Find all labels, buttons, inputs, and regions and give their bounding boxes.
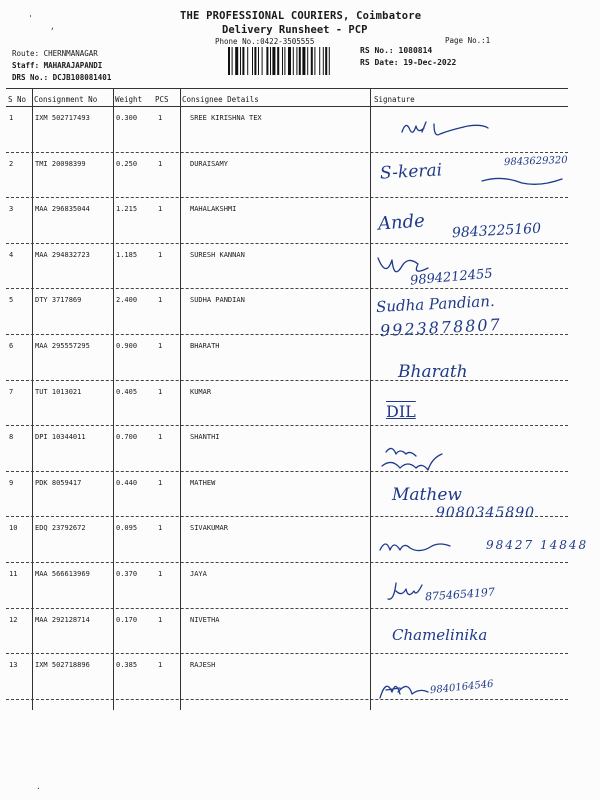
row-weight: 1.215 [116,205,138,214]
phone-number: Phone No.:0422-3505555 [215,37,315,46]
row-divider [6,425,568,426]
row-divider [6,288,568,289]
row-pcs: 1 [158,661,163,670]
row-weight: 0.170 [116,615,138,624]
barcode-bar [252,47,253,75]
row-weight: 1.185 [116,250,138,259]
row-pcs: 1 [158,433,163,442]
row-consignee: MAHALAKSHMI [190,205,237,214]
row-consignment-no: DTY 3717869 [35,296,82,305]
barcode [228,47,356,75]
barcode-bar [307,47,308,75]
signature-5: Sudha Pandian. [375,291,496,317]
barcode-bar [311,47,313,75]
row-consignee: BHARATH [190,342,220,350]
row-divider [6,152,568,153]
rs-date: RS Date: 19-Dec-2022 [360,58,457,67]
row-consignment-no: MAA 295557295 [35,342,90,350]
row-weight: 0.300 [116,114,138,122]
stray-mark: · [36,784,41,793]
column-header-pcs: PCS [155,95,169,104]
barcode-bar [284,47,285,75]
row-consignment-no: MAA 566613969 [35,570,90,578]
signature-10 [372,530,462,564]
row-consignment-no: MAA 294832723 [35,250,90,259]
row-consignee: SUDHA PANDIAN [190,296,245,305]
row-weight: 0.370 [116,570,138,578]
signature-2-flourish [372,165,572,195]
row-sno: 9 [9,478,14,487]
barcode-bar [270,47,271,75]
row-divider [6,380,568,381]
barcode-bar [262,47,263,75]
row-sno: 6 [9,342,14,350]
barcode-bar [272,47,275,75]
row-pcs: 1 [158,342,163,350]
column-rule [180,88,181,710]
barcode-bar [277,47,279,75]
barcode-bar [299,47,301,75]
barcode-bar [319,47,320,75]
barcode-bar [247,47,248,75]
row-pcs: 1 [158,205,163,214]
company-title: THE PROFESSIONAL COURIERS, Coimbatore [180,10,422,22]
row-consignee: JAYA [190,570,207,578]
route-label: Route: CHERNMANAGAR [12,49,98,58]
row-weight: 0.250 [116,159,138,168]
staff-label: Staff: MAHARAJAPANDI [12,61,103,70]
barcode-bar [288,47,291,75]
row-pcs: 1 [158,159,163,168]
row-consignment-no: MAA 292128714 [35,615,90,624]
page-number: Page No.:1 [445,36,491,45]
row-consignment-no: PDK 8059417 [35,478,82,487]
row-pcs: 1 [158,250,163,259]
row-weight: 0.385 [116,661,138,670]
signature-12: Chamelinika [392,626,488,644]
row-divider [6,653,568,654]
header-top-rule [6,88,568,89]
barcode-bar [242,47,244,75]
signature-13-phone: 9840164546 [429,678,495,697]
barcode-bar [323,47,324,75]
row-weight: 2.400 [116,296,138,305]
row-consignee: SURESH KANNAN [190,250,245,259]
row-sno: 4 [9,250,14,259]
row-weight: 0.405 [116,387,138,396]
row-divider [6,243,568,244]
row-consignee: NIVETHA [190,615,220,624]
signature-2: S-kerai [379,160,443,184]
column-header-consignment: Consignment No [34,95,98,104]
row-weight: 0.900 [116,342,138,350]
row-weight: 0.700 [116,433,138,442]
row-consignment-no: TMI 20098399 [35,159,86,168]
row-consignment-no: IXM 502717493 [35,114,90,122]
column-header-consignee: Consignee Details [182,95,259,104]
row-sno: 5 [9,296,14,305]
row-consignee: SIVAKUMAR [190,524,228,533]
barcode-bar [266,47,268,75]
row-consignment-no: MAA 296835044 [35,205,90,214]
column-rule [370,88,371,710]
barcode-bar [314,47,315,75]
row-sno: 10 [9,524,18,533]
barcode-bar [258,47,259,75]
row-consignee: SREE KIRISHNA TEX [190,114,262,122]
row-consignment-no: TUT 1013021 [35,387,82,396]
signature-2-phone: 9843629320 [503,154,568,169]
column-header-weight: Weight [115,95,143,104]
signature-4-phone: 9894212455 [409,266,494,289]
row-pcs: 1 [158,570,163,578]
signature-1 [372,110,552,146]
column-header-sno: S No [8,95,27,104]
row-divider [6,197,568,198]
signature-11-phone: 8754654197 [424,585,496,604]
row-sno: 1 [9,114,14,122]
signature-9: Mathew [392,485,462,505]
barcode-bar [282,47,283,75]
row-weight: 0.440 [116,478,138,487]
row-pcs: 1 [158,114,163,122]
row-consignee: SHANTHI [190,433,220,442]
drs-number: DRS No.: DCJB108081401 [12,73,112,82]
barcode-bar [302,47,305,75]
signature-6: Bharath [398,362,468,382]
barcode-bar [240,47,241,75]
row-divider [6,562,568,563]
row-pcs: 1 [158,615,163,624]
row-sno: 12 [9,615,18,624]
signature-5-phone: 9923878807 [379,314,503,341]
row-consignee: DURAISAMY [190,159,228,168]
row-sno: 8 [9,433,14,442]
row-consignment-no: EDQ 23792672 [35,524,86,533]
row-pcs: 1 [158,296,163,305]
row-sno: 3 [9,205,14,214]
barcode-bar [296,47,297,75]
signature-9-phone: 9080345890 [436,505,536,521]
header-bottom-rule [6,106,568,107]
signature-7: DIL [386,402,416,421]
row-pcs: 1 [158,478,163,487]
row-divider [6,608,568,609]
rs-number: RS No.: 1080814 [360,46,433,55]
row-sno: 11 [9,570,18,578]
barcode-bar [325,47,327,75]
row-pcs: 1 [158,387,163,396]
stray-mark: ' [28,14,33,23]
row-sno: 13 [9,661,18,670]
row-sno: 7 [9,387,14,396]
barcode-bar [329,47,330,75]
signature-8 [372,440,472,476]
runsheet-subtitle: Delivery Runsheet - PCP [222,24,368,36]
barcode-bar [228,47,230,75]
stray-mark: , [50,22,55,31]
row-consignee: RAJESH [190,661,216,670]
row-pcs: 1 [158,524,163,533]
signature-10-phone: 98427 14848 [486,538,589,552]
row-divider [6,471,568,472]
signature-11 [372,575,432,609]
barcode-bar [293,47,294,75]
row-consignee: KUMAR [190,387,212,396]
signature-3: Ande [377,210,426,235]
row-weight: 0.095 [116,524,138,533]
row-consignee: MATHEW [190,478,216,487]
signature-3-phone: 9843225160 [451,220,542,242]
column-rule [113,88,114,710]
column-rule [32,88,33,710]
barcode-bar [232,47,233,75]
row-consignment-no: IXM 502718896 [35,661,90,670]
barcode-bar [235,47,238,75]
row-consignment-no: DPI 10344011 [35,433,86,442]
barcode-bar [254,47,256,75]
row-sno: 2 [9,159,14,168]
row-divider [6,699,568,700]
column-header-signature: Signature [374,95,415,104]
